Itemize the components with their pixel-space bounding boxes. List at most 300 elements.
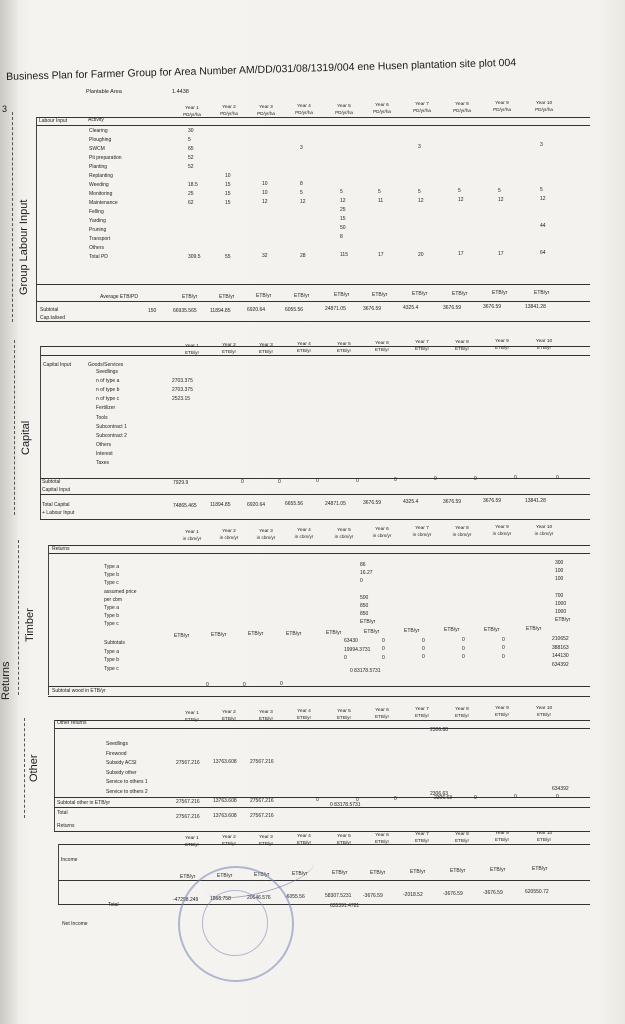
unit-header: ETB/yr bbox=[414, 346, 430, 352]
activity-label: Planting bbox=[89, 164, 108, 170]
unit-header: in cbm/yr bbox=[182, 536, 202, 541]
year-header: Year 4 bbox=[297, 709, 311, 715]
subtotal-value: 3676.59 bbox=[443, 304, 462, 311]
labour-cell: 10 bbox=[262, 181, 268, 188]
timber-row-label: Type c bbox=[104, 621, 119, 628]
etb-unit: ETB/yr bbox=[294, 292, 310, 299]
labour-header-rule bbox=[36, 125, 590, 126]
other-cell: 27567.216 bbox=[250, 758, 274, 765]
income-value: -3676.59 bbox=[363, 892, 383, 899]
unit-header: ETB/yr bbox=[296, 715, 312, 721]
timber-sub-cell: 0 bbox=[502, 645, 505, 652]
unit-header: in cbm/yr bbox=[534, 530, 554, 536]
year-header: Year 9 bbox=[495, 831, 509, 837]
other-cell: 13763.608 bbox=[213, 759, 237, 766]
timber-cell-y5: 0 bbox=[360, 578, 363, 585]
timber-row-label: assumed price bbox=[104, 588, 137, 595]
labour-cell: 11 bbox=[378, 198, 384, 204]
income-unit: ETB/yr bbox=[450, 867, 466, 874]
year-header: Year 10 bbox=[535, 100, 553, 106]
year-header: Year 1 bbox=[185, 711, 199, 716]
timber-row-label: Type b bbox=[104, 613, 120, 620]
other-subtotal-value: 0 bbox=[316, 797, 319, 804]
year-header: Year 3 bbox=[259, 709, 273, 715]
capital-subtotal-rule bbox=[40, 478, 590, 479]
income-corner: Income bbox=[61, 857, 78, 863]
unit-header: PD/yr/ha bbox=[335, 109, 353, 115]
capital-bottom-rule bbox=[40, 519, 590, 520]
unit-header: PD/yr/ha bbox=[295, 110, 313, 116]
year-header: Year 3 bbox=[259, 834, 273, 840]
timber-etb-unit: ETB/yr bbox=[248, 631, 264, 638]
timber-cell-y5: ETB/yr bbox=[360, 619, 376, 626]
total-capital-value: 74865.465 bbox=[173, 503, 197, 509]
income-value: 20646.576 bbox=[247, 895, 271, 902]
income-unit: ETB/yr bbox=[332, 870, 348, 877]
income-total-sum: 635391.4781 bbox=[330, 903, 360, 909]
other-subtotal-value: 0 bbox=[356, 796, 359, 803]
activity-label: Clearing bbox=[89, 128, 108, 134]
timber-extra-y5: 0 83178.5731 bbox=[350, 668, 381, 674]
etb-unit: ETB/yr bbox=[256, 293, 272, 299]
income-value: 58307.5231 bbox=[325, 893, 352, 900]
year-header: Year 5 bbox=[337, 103, 351, 109]
timber-etb-unit: ETB/yr bbox=[174, 633, 190, 639]
goods-label: Interest bbox=[96, 450, 113, 457]
other-subtotal-value: 0 bbox=[514, 794, 517, 801]
activity-label: SWCM bbox=[89, 146, 105, 152]
total-capital-value: 6920.64 bbox=[247, 501, 266, 508]
labour-cell: 10 bbox=[225, 172, 231, 179]
year-header: Year 1 bbox=[185, 106, 199, 111]
timber-subtotals-label: Subtotals bbox=[104, 640, 125, 646]
labour-cell: 309.5 bbox=[188, 254, 201, 260]
capital-subtotal-value: 0 bbox=[241, 479, 244, 486]
capital-cell: 2703.375 bbox=[172, 378, 193, 385]
timber-cell-y5: 850 bbox=[360, 611, 369, 618]
goods-label: Taxes bbox=[96, 460, 110, 466]
income-value: -3676.59 bbox=[443, 890, 463, 897]
unit-header: ETB/yr bbox=[536, 836, 552, 842]
unit-header: ETB/yr bbox=[296, 840, 312, 846]
other-row-label: Service to others 2 bbox=[106, 788, 148, 795]
activity-label: Maintenance bbox=[89, 200, 118, 206]
unit-header: PD/yr/ha bbox=[535, 106, 553, 112]
labour-cell: 44 bbox=[540, 223, 546, 230]
goods-label: Seedlings bbox=[96, 369, 118, 375]
other-total-value: 13763.608 bbox=[213, 813, 237, 820]
total-capital-value: 3676.59 bbox=[443, 498, 462, 505]
other-returns-label: Returns bbox=[57, 823, 75, 829]
labour-cell: 55 bbox=[225, 253, 231, 260]
capital-bracket bbox=[14, 340, 15, 515]
etb-unit: ETB/yr bbox=[412, 291, 428, 297]
etb-unit: ETB/yr bbox=[372, 291, 388, 298]
income-left-rule bbox=[58, 844, 59, 904]
unit-header: ETB/yr bbox=[494, 712, 510, 718]
unit-header: PD/yr/ha bbox=[183, 112, 201, 117]
other-total-label: Total bbox=[57, 810, 68, 816]
other-subtotal-value: 27567.216 bbox=[250, 797, 274, 804]
unit-header: ETB/yr bbox=[184, 717, 200, 722]
timber-sub-cell: 0 bbox=[344, 655, 347, 662]
goods-label: Subcontract 2 bbox=[96, 432, 127, 439]
goods-label: n of type b bbox=[96, 387, 120, 394]
unit-header: ETB/yr bbox=[184, 842, 200, 847]
labour-cell: 30 bbox=[188, 128, 194, 134]
timber-header-rule bbox=[48, 553, 590, 554]
other-header-rule bbox=[54, 728, 590, 729]
year-header: Year 8 bbox=[455, 525, 469, 531]
unit-header: ETB/yr bbox=[414, 713, 430, 719]
year-header: Year 4 bbox=[297, 528, 311, 534]
year-header: Year 1 bbox=[185, 530, 199, 535]
unit-header: ETB/yr bbox=[494, 837, 510, 843]
income-unit: ETB/yr bbox=[410, 868, 426, 875]
labour-cell: 50 bbox=[340, 225, 346, 232]
capital-subtotal-value: 0 bbox=[316, 478, 319, 485]
other-left-rule bbox=[54, 720, 55, 832]
capital-subtotal-value: 0 bbox=[434, 476, 437, 483]
timber-bottom-rule bbox=[48, 696, 590, 697]
timber-sub-label: Type b bbox=[104, 657, 120, 664]
other-row-label: Seedlings bbox=[106, 741, 128, 747]
year-header: Year 5 bbox=[337, 341, 351, 347]
total-capital-value: 3676.59 bbox=[483, 498, 502, 505]
year-header: Year 7 bbox=[415, 832, 429, 838]
labour-cell: 5 bbox=[498, 187, 501, 194]
year-header: Year 2 bbox=[222, 105, 236, 111]
total-capital-value: 11894.85 bbox=[210, 502, 231, 509]
timber-sub-cell: 0 bbox=[502, 653, 505, 660]
timber-etb-unit: ETB/yr bbox=[484, 626, 500, 633]
etb-unit: ETB/yr bbox=[219, 293, 235, 300]
unit-header: ETB/yr bbox=[336, 714, 352, 720]
timber-etb-unit: ETB/yr bbox=[404, 628, 420, 635]
year-header: Year 7 bbox=[415, 102, 429, 108]
timber-etb-unit: ETB/yr bbox=[526, 625, 542, 632]
labour-cell: 20 bbox=[418, 251, 424, 258]
timber-sub-cell: 144130 bbox=[552, 653, 569, 660]
income-value: -3676.59 bbox=[483, 889, 503, 896]
net-income-label: Net Income bbox=[62, 921, 88, 927]
labour-cell: 5 bbox=[378, 189, 381, 195]
unit-header: ETB/yr bbox=[536, 711, 552, 717]
unit-header: ETB/yr bbox=[221, 841, 237, 847]
year-header: Year 9 bbox=[495, 101, 509, 107]
subtotal-value: 6055.56 bbox=[285, 306, 304, 313]
year-header: Year 8 bbox=[455, 831, 469, 837]
other-subtotal-value: 0 bbox=[394, 796, 397, 802]
year-header: Year 2 bbox=[222, 529, 236, 535]
other-subtotal-b10: 634392 bbox=[552, 786, 569, 792]
timber-sub-cell: 63430 bbox=[344, 638, 358, 645]
labour-cell: 12 bbox=[458, 197, 464, 204]
labour-cell: 10 bbox=[262, 190, 268, 197]
capital-cell: 2523.15 bbox=[172, 396, 191, 403]
year-header: Year 7 bbox=[415, 707, 429, 713]
year-header: Year 6 bbox=[375, 833, 389, 838]
other-subtotal-value: 0 bbox=[556, 793, 559, 800]
timber-sub-cell: 0 bbox=[462, 637, 465, 644]
etb-unit: ETB/yr bbox=[182, 294, 198, 300]
income-unit: ETB/yr bbox=[217, 873, 233, 880]
timber-sub-cell: 19994.3731 bbox=[344, 646, 371, 653]
document-title: Business Plan for Farmer Group for Area Number AM/DD/031/08/1319/004 ene Husen plantation site plot 004 bbox=[6, 56, 517, 83]
timber-cell-y10: 1000 bbox=[555, 601, 567, 607]
other-subtotal-value: 13763.608 bbox=[213, 798, 237, 805]
capital-subtotal-value: 0 bbox=[394, 477, 397, 483]
unit-header: ETB/yr bbox=[184, 350, 200, 355]
income-unit: ETB/yr bbox=[532, 865, 548, 872]
other-total-value: 27567.216 bbox=[250, 812, 274, 819]
timber-left-rule bbox=[48, 545, 49, 695]
labour-cell: 64 bbox=[540, 250, 546, 257]
labour-cell: 25 bbox=[340, 207, 346, 214]
unit-header: ETB/yr bbox=[258, 840, 274, 846]
labour-cell: 28 bbox=[300, 252, 306, 259]
unit-header: ETB/yr bbox=[221, 349, 237, 355]
income-value: 620550.72 bbox=[525, 888, 549, 895]
labour-cell: 12 bbox=[418, 197, 424, 204]
other-subtotal-value: 2306.63 bbox=[434, 795, 453, 802]
other-bracket bbox=[24, 718, 25, 818]
unit-header: PD/yr/ha bbox=[257, 110, 275, 116]
timber-sub-cell: 0 bbox=[422, 646, 425, 652]
timber-etb-unit: ETB/yr bbox=[444, 627, 460, 634]
subtotal-value: 13841.28 bbox=[525, 303, 546, 310]
income-total-label: Total bbox=[108, 902, 119, 908]
activity-label: Total PD bbox=[89, 254, 108, 260]
year-header: Year 8 bbox=[455, 339, 469, 345]
income-value: 1868.758 bbox=[210, 896, 231, 903]
timber-extra-y10: 634392 bbox=[552, 662, 569, 668]
income-value: -2018.52 bbox=[403, 891, 423, 898]
timber-sub-cell: 0 bbox=[502, 636, 505, 643]
unit-header: ETB/yr bbox=[414, 838, 430, 844]
total-capital-value: 13841.28 bbox=[525, 497, 546, 504]
labour-cell: 17 bbox=[378, 252, 384, 258]
other-y7-top: 2306.88 bbox=[430, 727, 449, 733]
year-header: Year 5 bbox=[337, 833, 351, 839]
unit-header: in cbm/yr bbox=[452, 531, 472, 537]
income-unit: ETB/yr bbox=[292, 871, 308, 878]
total-capital-label: Total Capital bbox=[42, 502, 70, 508]
subtotal-value: 3676.59 bbox=[483, 304, 502, 310]
labour-cell: 5 bbox=[458, 188, 461, 195]
avg-label: Average ETB/PD bbox=[100, 294, 138, 300]
year-header: Year 5 bbox=[337, 708, 351, 714]
subtotal-wood-value: 0 bbox=[243, 681, 246, 688]
income-unit: ETB/yr bbox=[490, 866, 506, 873]
labour-cell: 15 bbox=[340, 216, 346, 223]
timber-sub-cell: 388163 bbox=[552, 644, 569, 651]
year-header: Year 8 bbox=[455, 101, 469, 107]
timber-sub-cell: 0 bbox=[422, 654, 425, 661]
goods-label: n of type a bbox=[96, 378, 120, 385]
year-header: Year 6 bbox=[375, 103, 389, 108]
unit-header: in cbm/yr bbox=[334, 533, 354, 539]
income-value: -47298.249 bbox=[173, 897, 199, 903]
labour-cell: 18.5 bbox=[188, 182, 198, 188]
unit-header: PD/yr/ha bbox=[493, 107, 511, 113]
total-capital-value: 3676.59 bbox=[363, 500, 382, 506]
year-header: Year 6 bbox=[375, 527, 389, 532]
unit-header: PD/yr/ha bbox=[453, 107, 471, 113]
other-subtotal-value: 27567.216 bbox=[176, 799, 200, 805]
unit-header: ETB/yr bbox=[454, 345, 470, 351]
unit-header: in cbm/yr bbox=[256, 534, 276, 540]
other-row-label: Subsidy ACSI bbox=[106, 760, 137, 766]
avg-value: 150 bbox=[148, 308, 157, 314]
timber-etb-unit: ETB/yr bbox=[211, 632, 227, 639]
unit-header: ETB/yr bbox=[454, 712, 470, 718]
unit-header: in cbm/yr bbox=[412, 532, 432, 538]
labour-cell: 52 bbox=[188, 164, 194, 170]
income-value: -6055.56 bbox=[285, 894, 305, 901]
year-header: Year 4 bbox=[297, 104, 311, 110]
activity-label: Transport bbox=[89, 236, 111, 242]
labour-cell: 12 bbox=[498, 196, 504, 203]
timber-sub-cell: 210652 bbox=[552, 636, 569, 643]
year-header: Year 9 bbox=[495, 339, 509, 345]
timber-cell-y5: 86 bbox=[360, 562, 366, 568]
unit-header: ETB/yr bbox=[258, 715, 274, 721]
timber-corner: Returns bbox=[52, 546, 70, 552]
labour-cell: 5 bbox=[300, 189, 303, 196]
other-row-label: Service to others 1 bbox=[106, 779, 148, 785]
labour-cell: 3 bbox=[540, 142, 543, 149]
activity-label: Others bbox=[89, 245, 105, 251]
timber-cell-y5: 16.27 bbox=[360, 570, 373, 577]
plantable-area-value: 1.4438 bbox=[172, 89, 189, 95]
unit-header: in cbm/yr bbox=[372, 533, 392, 538]
labour-cell: 17 bbox=[498, 250, 504, 257]
unit-header: in cbm/yr bbox=[294, 534, 314, 540]
labour-subtotal-rule bbox=[36, 301, 590, 302]
year-header: Year 3 bbox=[259, 342, 273, 348]
activity-label: Weeding bbox=[89, 182, 109, 188]
year-header: Year 4 bbox=[297, 834, 311, 840]
year-header: Year 4 bbox=[297, 342, 311, 348]
timber-row-label: Type b bbox=[104, 572, 120, 579]
labour-bracket bbox=[12, 112, 13, 322]
other-subtotal-b5: 0 83178.5731 bbox=[330, 802, 361, 808]
plantable-area-label: Plantable Area bbox=[86, 89, 122, 95]
other-total-rule bbox=[54, 807, 590, 808]
timber-sub-cell: 0 bbox=[422, 637, 425, 644]
year-header: Year 6 bbox=[375, 341, 389, 346]
unit-header: ETB/yr bbox=[454, 837, 470, 843]
year-header: Year 6 bbox=[375, 708, 389, 713]
capital-subtotal-value: 0 bbox=[474, 475, 477, 482]
timber-subtotal-rule bbox=[48, 686, 590, 687]
income-mid-rule bbox=[58, 880, 590, 881]
labour-cell: 115 bbox=[340, 252, 348, 259]
labour-cell: 5 bbox=[188, 137, 191, 143]
unit-header: in cbm/yr bbox=[219, 535, 239, 541]
labour-cell: 25 bbox=[188, 191, 194, 197]
page-number: 3 bbox=[2, 104, 8, 114]
section-label-capital: Capital bbox=[20, 420, 32, 455]
year-header: Year 2 bbox=[222, 710, 236, 716]
timber-etb-unit: ETB/yr bbox=[364, 629, 380, 635]
year-header: Year 2 bbox=[222, 835, 236, 841]
timber-sub-label: Type c bbox=[104, 665, 119, 672]
activity-label: Felling bbox=[89, 209, 104, 215]
etb-unit: ETB/yr bbox=[334, 292, 350, 298]
total-capital-value: 6655.56 bbox=[285, 501, 304, 508]
activity-label: Replanting bbox=[89, 173, 113, 179]
subtotal-value: 6920.64 bbox=[247, 307, 266, 313]
unit-header: PD/yr/ha bbox=[220, 111, 238, 117]
unit-header: ETB/yr bbox=[374, 714, 390, 719]
labour-cell: 8 bbox=[340, 234, 343, 241]
labour-cell: 8 bbox=[300, 180, 303, 187]
timber-row-label: Type a bbox=[104, 605, 120, 611]
activity-header: Activity bbox=[88, 117, 104, 123]
timber-row-label: Type a bbox=[104, 564, 120, 570]
unit-header: ETB/yr bbox=[494, 345, 510, 351]
subtotal-wood-value: 0 bbox=[280, 681, 283, 687]
year-header: Year 10 bbox=[535, 338, 553, 344]
unit-header: ETB/yr bbox=[336, 347, 352, 353]
activity-label: Ploughing bbox=[89, 137, 112, 143]
capital-corner: Capital Input bbox=[43, 362, 72, 368]
cap-label: Cap.talised bbox=[40, 315, 66, 321]
timber-row-label: per cbm bbox=[104, 596, 123, 603]
unit-header: ETB/yr bbox=[374, 839, 390, 844]
timber-sub-cell: 0 bbox=[462, 645, 465, 652]
capital-total-rule bbox=[40, 494, 590, 495]
section-label-other: Other bbox=[28, 754, 40, 782]
capital-subtotal-value: 0 bbox=[356, 477, 359, 484]
year-header: Year 1 bbox=[185, 344, 199, 349]
other-subtotal-b7: 2306.63 bbox=[430, 791, 449, 797]
timber-cell-y5: 500 bbox=[360, 594, 369, 601]
section-label-labour: Group Labour Input bbox=[18, 199, 30, 295]
labour-cell: 3 bbox=[300, 144, 303, 151]
subtotal-value: 24871.05 bbox=[325, 306, 346, 312]
timber-cell-y10: 300 bbox=[555, 560, 564, 566]
subtotal-value: 66935.565 bbox=[173, 308, 197, 314]
unit-header: ETB/yr bbox=[336, 839, 352, 845]
unit-header: PD/yr/ha bbox=[413, 108, 431, 114]
goods-label: Others bbox=[96, 441, 112, 448]
year-header: Year 7 bbox=[415, 526, 429, 532]
year-header: Year 7 bbox=[415, 340, 429, 346]
unit-header: in cbm/yr bbox=[492, 531, 512, 537]
labour-bottom-rule bbox=[36, 321, 590, 322]
timber-cell-y10: ETB/yr bbox=[555, 617, 571, 624]
total-capital-value: 4325.4 bbox=[403, 499, 419, 506]
unit-header: PD/yr/ha bbox=[373, 109, 391, 114]
income-unit: ETB/yr bbox=[370, 869, 386, 876]
labour-cell: 12 bbox=[300, 198, 306, 205]
labour-cell: 5 bbox=[418, 188, 421, 195]
etb-unit: ETB/yr bbox=[534, 289, 550, 296]
year-header: Year 9 bbox=[495, 525, 509, 531]
capital-subtotal-value: 7929.9 bbox=[173, 480, 189, 486]
labour-cell: 15 bbox=[225, 181, 231, 188]
goods-header: Goods/Services bbox=[88, 362, 124, 368]
activity-label: Pit preparation bbox=[89, 155, 122, 161]
capital-subtotal-value: 0 bbox=[514, 475, 517, 482]
capital-subtotal-label: Subtotal bbox=[42, 479, 61, 485]
year-header: Year 2 bbox=[222, 343, 236, 349]
year-header: Year 10 bbox=[535, 830, 553, 836]
timber-cell-y5: 850 bbox=[360, 603, 369, 609]
